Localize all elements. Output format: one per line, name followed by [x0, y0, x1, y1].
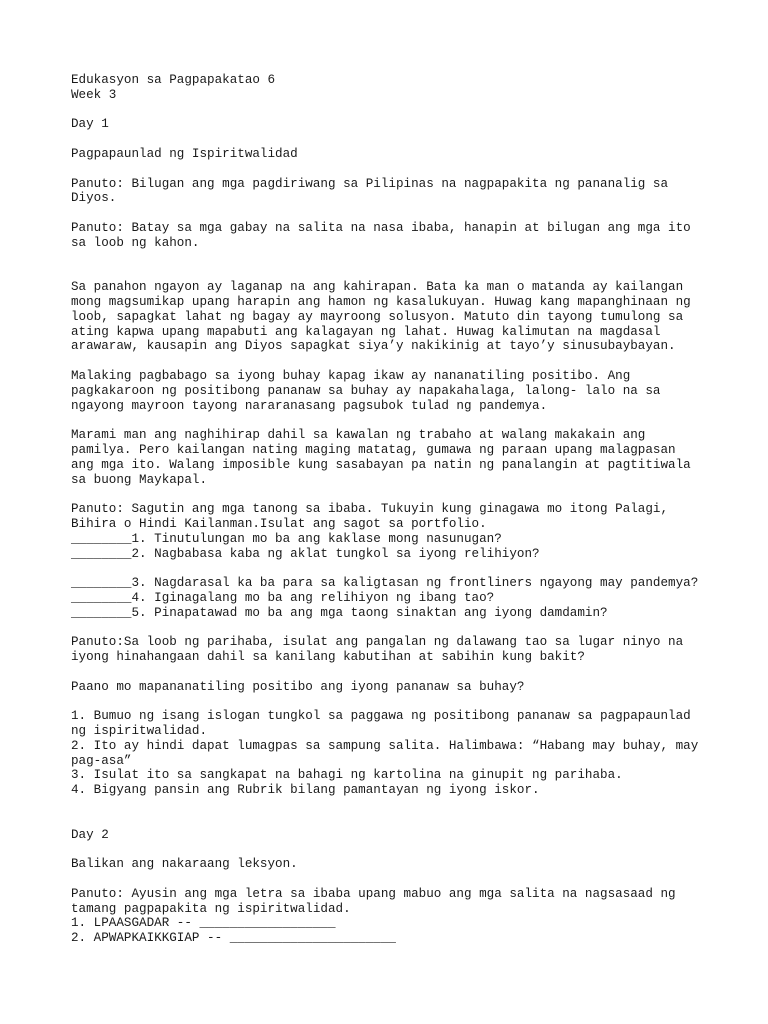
text-line: Sa panahon ngayon ay laganap na ang kahirapan. Bata ka man o matanda ay kailangan [71, 280, 684, 295]
question-item: ________4. Iginagalang mo ba ang relihiyon ng ibang tao? [71, 590, 495, 605]
scramble-item: 1. LPAASGADAR -- __________________ [71, 916, 336, 931]
text-line: mong magsumikap upang harapin ang hamon ng kasalukuyan. Huwag kang mapanghinaan ng [71, 294, 691, 309]
panuto-3 [71, 502, 711, 532]
text-line: sa loob ng kahon. [71, 235, 200, 250]
panuto-day2 [71, 887, 711, 917]
topic-title: Pagpapaunlad ng Ispiritwalidad [71, 146, 298, 161]
scramble-items [71, 916, 711, 946]
question-item: ________1. Tinutulungan mo ba ang kaklase mong nasunugan? [71, 531, 502, 546]
question-list-a [71, 532, 711, 562]
text-line: Malaking pagbabago sa iyong buhay kapag ikaw ay nananatiling positibo. Ang [71, 368, 631, 383]
text-line: Panuto:Sa loob ng parihaba, isulat ang pangalan ng dalawang tao sa lugar ninyo na [71, 635, 684, 650]
text-line: Marami man ang naghihirap dahil sa kawalan ng trabaho at walang makakain ang [71, 428, 646, 443]
text-line: arawaraw, kausapin ang Diyos sapagkat siya’y nakikinig at tayo’y sinusubaybayan. [71, 339, 676, 354]
text-line: Panuto: Ayusin ang mga letra sa ibaba upang mabuo ang mga salita na nagsasaad ng [71, 886, 676, 901]
text-line: ang mga ito. Walang imposible kung sasabayan pa natin ng panalangin at pagtitiwala [71, 457, 691, 472]
text-line: Panuto: Sagutin ang mga tanong sa ibaba. Tukuyin kung ginagawa mo itong Palagi, [71, 502, 669, 517]
question-item: ________5. Pinapatawad mo ba ang mga taong sinaktan ang iyong damdamin? [71, 605, 608, 620]
step-line: 2. Ito ay hindi dapat lumagpas sa sampung salita. Halimbawa: “Habang may buhay, may [71, 738, 699, 753]
text-line: pagkakaroon ng positibong pananaw sa buhay ay napakahalaga, lalong- lalo na sa [71, 383, 661, 398]
text-line: tamang pagpapakita ng ispiritwalidad. [71, 901, 351, 916]
step-line: 1. Bumuo ng isang islogan tungkol sa paggawa ng positibong pananaw sa pagpapaunlad [71, 709, 691, 724]
paragraph-3 [71, 428, 711, 487]
step-line: 4. Bigyang pansin ang Rubrik bilang pamantayan ng iyong iskor. [71, 783, 540, 798]
panuto-1 [71, 177, 711, 207]
text-line: Bihira o Hindi Kailanman.Isulat ang sagot sa portfolio. [71, 516, 487, 531]
reflection-question: Paano mo mapananatiling positibo ang iyong pananaw sa buhay? [71, 679, 525, 694]
text-line: ngayong mayroon tayong nararanasang pagsubok tulad ng pandemya. [71, 398, 548, 413]
text-line: Panuto: Bilugan ang mga pagdiriwang sa Pilipinas na nagpapakita ng pananalig sa [71, 176, 669, 191]
paragraph-2 [71, 369, 711, 413]
step-line: ng ispiritwalidad. [71, 724, 208, 739]
panuto-2 [71, 221, 711, 251]
question-list-b [71, 576, 711, 620]
slogan-steps [71, 709, 711, 798]
week-label: Week 3 [71, 87, 117, 102]
question-item: ________2. Nagbabasa kaba ng aklat tungkol sa iyong relihiyon? [71, 546, 540, 561]
paragraph-1 [71, 280, 711, 354]
question-item: ________3. Nagdarasal ka ba para sa kaligtasan ng frontliners ngayong may pandemya? [71, 576, 699, 591]
text-line: iyong hinahangaan dahil sa kanilang kabutihan at sabihin kung bakit? [71, 650, 585, 665]
text-line: Panuto: Batay sa mga gabay na salita na nasa ibaba, hanapin at bilugan ang mga ito [71, 220, 691, 235]
text-line: sa buong Maykapal. [71, 472, 208, 487]
day2-heading: Day 2 [71, 827, 109, 842]
scramble-item: 2. APWAPKAIKKGIAP -- ______________________ [71, 931, 396, 946]
panuto-4 [71, 635, 711, 665]
text-line: loob, sapagkat lahat ng bagay ay mayroong solusyon. Matuto din tayong tumulong sa [71, 309, 684, 324]
review-line: Balikan ang nakaraang leksyon. [71, 857, 298, 872]
subject-title: Edukasyon sa Pagpapakatao 6 [71, 73, 276, 87]
day1-heading: Day 1 [71, 117, 109, 132]
text-line: ating kapwa upang mapabuti ang kalagayan ng lahat. Huwag kalimutan na magdasal [71, 324, 661, 339]
text-line: pamilya. Pero kailangan nating maging matatag, gumawa ng paraan upang malagpasan [71, 442, 676, 457]
step-line: 3. Isulat ito sa sangkapat na bahagi ng kartolina na ginupit ng parihaba. [71, 768, 623, 783]
document-page [71, 73, 711, 946]
step-line: pag-asa” [71, 753, 132, 768]
text-line: Diyos. [71, 191, 117, 206]
